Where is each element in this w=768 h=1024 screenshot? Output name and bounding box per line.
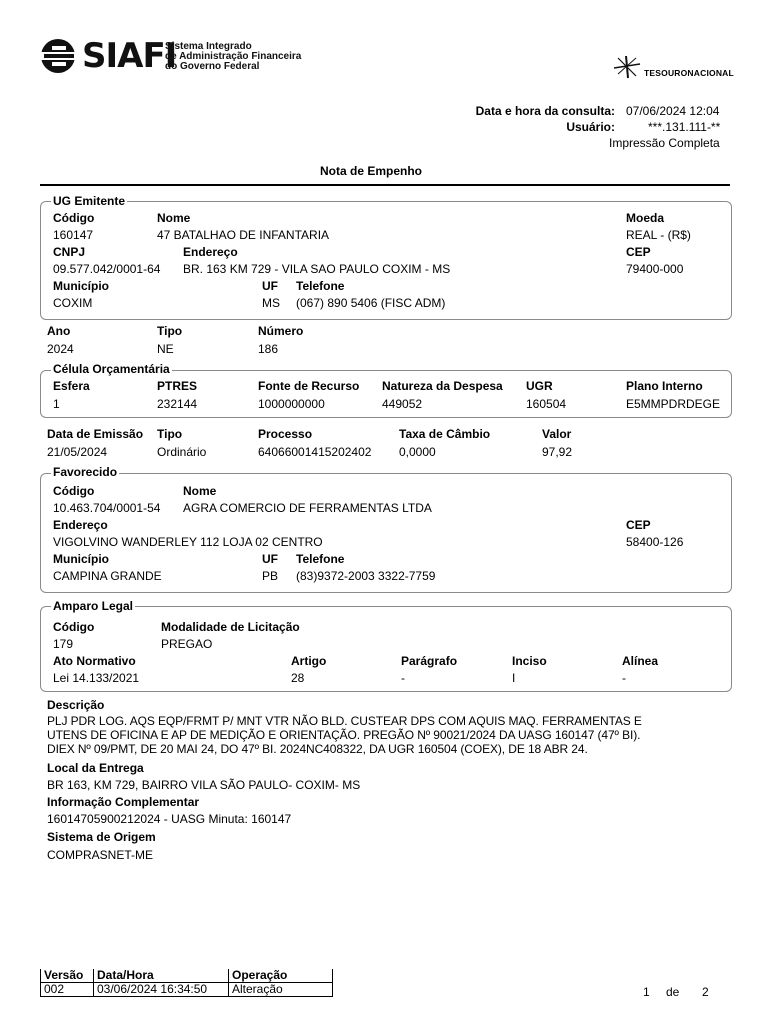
usuario-value: ***.131.111-**	[648, 120, 721, 134]
local-entrega-label: Local da Entrega	[47, 761, 144, 775]
paragrafo-value: -	[401, 671, 405, 685]
esfera-value: 1	[53, 397, 60, 411]
fav-codigo: 10.463.704/0001-54	[53, 501, 161, 515]
artigo-value: 28	[291, 671, 305, 685]
consulta-label: Data e hora da consulta:	[475, 104, 615, 118]
paragrafo-label: Parágrafo	[401, 654, 458, 668]
ug-telefone-label: Telefone	[296, 279, 345, 293]
ug-moeda-label: Moeda	[626, 211, 665, 225]
ug-endereco: BR. 163 KM 729 - VILA SAO PAULO COXIM - MS	[183, 262, 451, 276]
processo-label: Processo	[258, 427, 313, 441]
amparo-frame	[40, 606, 732, 692]
numero-label: Número	[258, 324, 304, 338]
local-entrega-value: BR 163, KM 729, BAIRRO VILA SÃO PAULO- COXIM- MS	[47, 778, 361, 792]
tipo-label: Tipo	[157, 324, 183, 338]
siafi-logo-text: SIAFI	[82, 36, 177, 76]
emissao-tipo-value: Ordinário	[157, 445, 207, 459]
fav-cep-label: CEP	[626, 518, 651, 532]
ugr-value: 160504	[526, 397, 567, 411]
ug-emitente-title: UG Emitente	[53, 194, 126, 208]
title-divider	[40, 184, 730, 186]
inciso-value: I	[512, 671, 516, 685]
fav-codigo-label: Código	[53, 484, 95, 498]
plano-label: Plano Interno	[626, 379, 703, 393]
ug-codigo-label: Código	[53, 211, 95, 225]
version-table	[40, 969, 333, 997]
ug-nome-label: Nome	[157, 211, 191, 225]
ato-value: Lei 14.133/2021	[53, 671, 140, 685]
sistema-origem-value: COMPRASNET-ME	[47, 848, 154, 862]
tipo-value: NE	[157, 342, 174, 356]
siafi-logo-icon	[40, 38, 78, 74]
inciso-label: Inciso	[512, 654, 547, 668]
versao-label: Versão	[41, 969, 94, 983]
fav-telefone-label: Telefone	[296, 552, 345, 566]
ug-moeda: REAL - (R$)	[626, 228, 691, 242]
esfera-label: Esfera	[53, 379, 90, 393]
fav-uf-label: UF	[262, 552, 278, 566]
fav-nome: AGRA COMERCIO DE FERRAMENTAS LTDA	[183, 501, 432, 515]
tesouro-logo-text: TESOURONACIONAL	[644, 68, 734, 78]
fav-municipio-label: Município	[53, 552, 109, 566]
fav-telefone: (83)9372-2003 3322-7759	[296, 569, 436, 583]
descricao-line-2: UTENS DE OFICINA E AP DE MEDIÇÃO E ORIENTAÇÃO. PREGÃO Nº 90021/2024 DA UASG 160147 (47º BI).	[47, 728, 641, 742]
artigo-label: Artigo	[291, 654, 327, 668]
favorecido-title: Favorecido	[53, 465, 118, 479]
version-table-header	[41, 969, 333, 983]
descricao-label: Descrição	[47, 698, 105, 712]
fav-endereco-label: Endereço	[53, 518, 108, 532]
fav-endereco: VIGOLVINO WANDERLEY 112 LOJA 02 CENTRO	[53, 535, 323, 549]
ug-endereco-label: Endereço	[183, 245, 238, 259]
impressao-label: Impressão Completa	[609, 136, 720, 150]
natureza-label: Natureza da Despesa	[382, 379, 503, 393]
valor-value: 97,92	[542, 445, 573, 459]
ano-label: Ano	[47, 324, 71, 338]
numero-value: 186	[258, 342, 279, 356]
ug-nome: 47 BATALHAO DE INFANTARIA	[157, 228, 330, 242]
ug-codigo: 160147	[53, 228, 94, 242]
natureza-value: 449052	[382, 397, 423, 411]
ugr-label: UGR	[526, 379, 553, 393]
ptres-value: 232144	[157, 397, 198, 411]
ug-cnpj-label: CNPJ	[53, 245, 86, 259]
taxa-label: Taxa de Câmbio	[399, 427, 491, 441]
data-emissao-label: Data de Emissão	[47, 427, 144, 441]
alinea-label: Alínea	[622, 654, 659, 668]
operacao-value: Alteração	[229, 983, 333, 997]
ug-cep-label: CEP	[626, 245, 651, 259]
ptres-label: PTRES	[157, 379, 198, 393]
page-number: 1	[643, 985, 650, 999]
fav-uf: PB	[262, 569, 279, 583]
operacao-label: Operação	[229, 969, 333, 983]
fav-municipio: CAMPINA GRANDE	[53, 569, 162, 583]
info-complementar-value: 16014705900212024 - UASG Minuta: 160147	[47, 812, 292, 826]
document-title: Nota de Empenho	[320, 164, 423, 178]
versao-value: 002	[41, 983, 94, 997]
sistema-origem-label: Sistema de Origem	[47, 830, 156, 844]
amparo-codigo: 179	[53, 637, 74, 651]
alinea-value: -	[622, 671, 626, 685]
emissao-tipo-label: Tipo	[157, 427, 183, 441]
page-total: 2	[702, 985, 709, 999]
descricao-line-1: PLJ PDR LOG. AQS EQP/FRMT P/ MNT VTR NÃO BLD. CUSTEAR DPS COM AQUIS MAQ. FERRAMENTAS E	[47, 714, 642, 728]
info-complementar-label: Informação Complementar	[47, 795, 200, 809]
page-de: de	[666, 985, 680, 999]
ug-municipio: COXIM	[53, 296, 93, 310]
modalidade-value: PREGAO	[161, 637, 213, 651]
version-table-row	[41, 983, 333, 997]
siafi-logo-subtitle: Sistema Integrado de Administração Financeira do Governo Federal	[165, 41, 302, 72]
celula-title: Célula Orçamentária	[53, 362, 170, 376]
datahora-label: Data/Hora	[94, 969, 229, 983]
ug-uf-label: UF	[262, 279, 278, 293]
ug-cnpj: 09.577.042/0001-64	[53, 262, 161, 276]
ug-uf: MS	[262, 296, 280, 310]
ano-value: 2024	[47, 342, 74, 356]
valor-label: Valor	[542, 427, 572, 441]
descricao-line-3: DIEX Nº 09/PMT, DE 20 MAI 24, DO 47º BI. 2024NC408322, DA UGR 160504 (COEX), DE 18 ABR 24.	[47, 742, 588, 756]
ato-label: Ato Normativo	[53, 654, 136, 668]
ug-telefone: (067) 890 5406 (FISC ADM)	[296, 296, 446, 310]
plano-value: E5MMPDRDEGE	[626, 397, 721, 411]
amparo-title: Amparo Legal	[53, 599, 134, 613]
tesouro-logo-icon	[612, 54, 642, 80]
ug-municipio-label: Município	[53, 279, 109, 293]
usuario-label: Usuário:	[566, 120, 615, 134]
ug-cep: 79400-000	[626, 262, 684, 276]
taxa-value: 0,0000	[399, 445, 436, 459]
fonte-label: Fonte de Recurso	[258, 379, 360, 393]
amparo-codigo-label: Código	[53, 620, 95, 634]
fav-cep: 58400-126	[626, 535, 684, 549]
modalidade-label: Modalidade de Licitação	[161, 620, 300, 634]
processo-value: 64066001415202402	[258, 445, 372, 459]
data-emissao-value: 21/05/2024	[47, 445, 108, 459]
fonte-value: 1000000000	[258, 397, 325, 411]
fav-nome-label: Nome	[183, 484, 217, 498]
datahora-value: 03/06/2024 16:34:50	[94, 983, 229, 997]
consulta-value: 07/06/2024 12:04	[626, 104, 720, 118]
